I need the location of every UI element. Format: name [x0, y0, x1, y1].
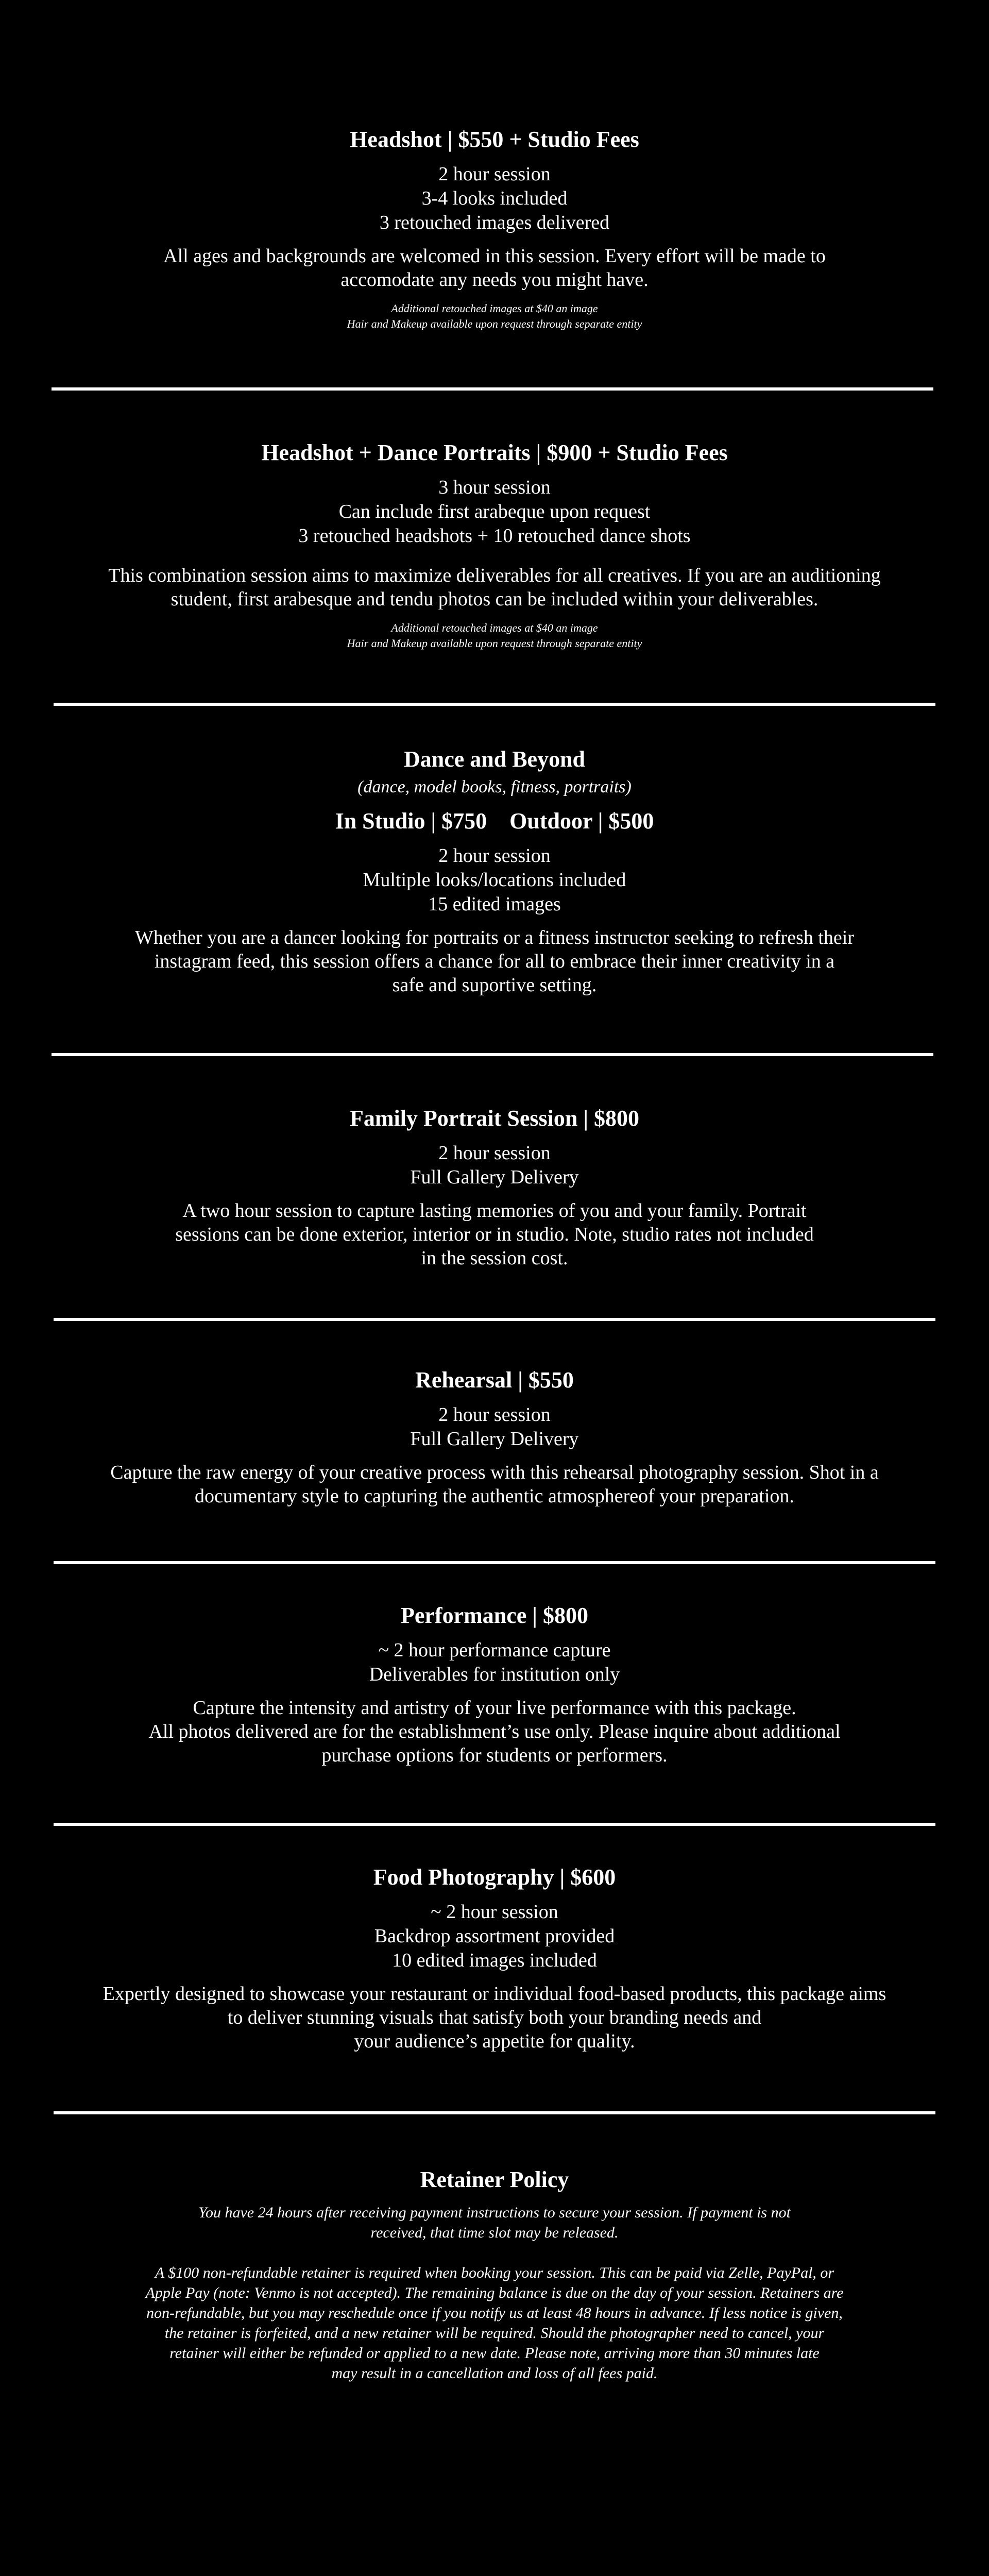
family-detail: 2 hour session: [438, 1142, 551, 1164]
family-title: Family Portrait Session | $800: [349, 1106, 640, 1131]
dance-beyond-rates: [0, 808, 989, 835]
retainer-title: Retainer Policy: [420, 2167, 569, 2192]
dance-beyond-detail: Multiple looks/locations included: [363, 869, 626, 891]
section-divider: [54, 703, 935, 706]
family-description: A two hour session to capture lasting memories of you and your family. Portrait: [182, 1200, 807, 1222]
performance-description: purchase options for students or performers.: [321, 1744, 668, 1766]
headshot-dance-note: Additional retouched images at $40 an image: [391, 621, 598, 634]
headshot-dance-detail: 3 retouched headshots + 10 retouched dance shots: [298, 525, 691, 547]
headshot-dance-title: Headshot + Dance Portraits | $900 + Studio Fees: [261, 440, 728, 465]
performance-section: [0, 1602, 989, 1767]
rehearsal-section: [0, 1367, 989, 1508]
section-divider: [54, 1823, 935, 1826]
retainer-paragraph-2: Apple Pay (note: Venmo is not accepted). The remaining balance is due on the day of your session. Retainers are: [145, 2284, 844, 2301]
rehearsal-description: Capture the raw energy of your creative process with this rehearsal photography session. Shot in a: [110, 1462, 879, 1483]
family-section: [0, 1105, 989, 1270]
dance-beyond-description: safe and suportive setting.: [392, 974, 597, 996]
rehearsal-detail: 2 hour session: [438, 1404, 551, 1426]
rehearsal-detail: Full Gallery Delivery: [410, 1428, 579, 1450]
dance-beyond-description: instagram feed, this session offers a chance for all to embrace their inner creativity in a: [154, 951, 835, 972]
headshot-detail: 2 hour session: [438, 163, 551, 185]
headshot-detail: 3 retouched images delivered: [379, 212, 610, 233]
food-detail: Backdrop assortment provided: [374, 1925, 615, 1947]
headshot-dance-detail: 3 hour session: [438, 477, 551, 498]
performance-title: Performance | $800: [401, 1603, 588, 1628]
headshot-detail: 3-4 looks included: [421, 188, 568, 209]
retainer-paragraph-1: You have 24 hours after receiving payment instructions to secure your session. If payment is not: [198, 2204, 791, 2221]
headshot-dance-note: Hair and Makeup available upon request through separate entity: [347, 637, 642, 650]
retainer-paragraph-1: received, that time slot may be released.: [370, 2224, 619, 2241]
performance-detail: ~ 2 hour performance capture: [378, 1639, 611, 1661]
retainer-paragraph-2: retainer will either be refunded or applied to a new date. Please note, arriving more than 30 minutes late: [169, 2345, 820, 2362]
rehearsal-description: documentary style to capturing the authentic atmosphereof your preparation.: [195, 1485, 794, 1507]
headshot-dance-description: student, first arabesque and tendu photos can be included within your deliverables.: [170, 588, 819, 610]
headshot-dance-section: [0, 439, 989, 651]
headshot-dance-detail: Can include first arabeque upon request: [338, 501, 651, 522]
headshot-description: accomodate any needs you might have.: [340, 269, 649, 291]
rate-outdoor: Outdoor | $500: [509, 808, 654, 834]
headshot-note: Hair and Makeup available upon request through separate entity: [347, 317, 642, 330]
performance-detail: Deliverables for institution only: [369, 1664, 620, 1685]
food-title: Food Photography | $600: [373, 1865, 616, 1890]
retainer-paragraph-2: may result in a cancellation and loss of all fees paid.: [331, 2365, 658, 2382]
food-section: [0, 1864, 989, 2053]
section-divider: [52, 387, 933, 391]
dance-beyond-detail: 15 edited images: [428, 893, 561, 915]
rehearsal-title: Rehearsal | $550: [415, 1367, 574, 1393]
section-divider: [52, 1053, 933, 1056]
food-detail: 10 edited images included: [392, 1950, 597, 1971]
section-divider: [54, 1561, 935, 1564]
headshot-dance-description: This combination session aims to maximize deliverables for all creatives. If you are an auditioning: [108, 565, 881, 586]
dance-beyond-description: Whether you are a dancer looking for portraits or a fitness instructor seeking to refresh their: [135, 927, 854, 948]
retainer-paragraph-2: A $100 non-refundable retainer is required when booking your session. This can be paid via Zelle, PayPal, or: [155, 2264, 834, 2281]
retainer-paragraph-2: the retainer is forfeited, and a new retainer will be required. Should the photographer need to cancel, your: [164, 2325, 825, 2342]
performance-description: All photos delivered are for the establishment’s use only. Please inquire about additional: [148, 1721, 841, 1742]
rate-in-studio: In Studio | $750: [335, 808, 487, 834]
retainer-section: [0, 2166, 989, 2383]
headshot-section: [0, 126, 989, 332]
family-description: in the session cost.: [421, 1247, 568, 1269]
food-description: Expertly designed to showcase your restaurant or individual food-based products, this package aims: [103, 1983, 886, 2005]
family-description: sessions can be done exterior, interior or in studio. Note, studio rates not included: [175, 1224, 814, 1245]
headshot-title: Headshot | $550 + Studio Fees: [350, 127, 639, 152]
food-description: to deliver stunning visuals that satisfy both your branding needs and: [227, 2007, 762, 2028]
headshot-description: All ages and backgrounds are welcomed in this session. Every effort will be made to: [163, 245, 826, 267]
food-detail: ~ 2 hour session: [431, 1901, 558, 1923]
dance-beyond-title: Dance and Beyond: [403, 747, 586, 772]
dance-beyond-detail: 2 hour session: [438, 845, 551, 867]
section-divider: [54, 1318, 935, 1321]
performance-description: Capture the intensity and artistry of your live performance with this package.: [193, 1697, 796, 1719]
dance-beyond-subtitle: (dance, model books, fitness, portraits): [357, 777, 632, 796]
dance-beyond-section: [0, 746, 989, 997]
family-detail: Full Gallery Delivery: [410, 1166, 579, 1188]
food-description: your audience’s appetite for quality.: [354, 2030, 635, 2052]
retainer-paragraph-2: non-refundable, but you may reschedule once if you notify us at least 48 hours in advance. If less notice is given,: [146, 2304, 843, 2321]
section-divider: [54, 2111, 935, 2114]
headshot-note: Additional retouched images at $40 an image: [391, 302, 598, 315]
